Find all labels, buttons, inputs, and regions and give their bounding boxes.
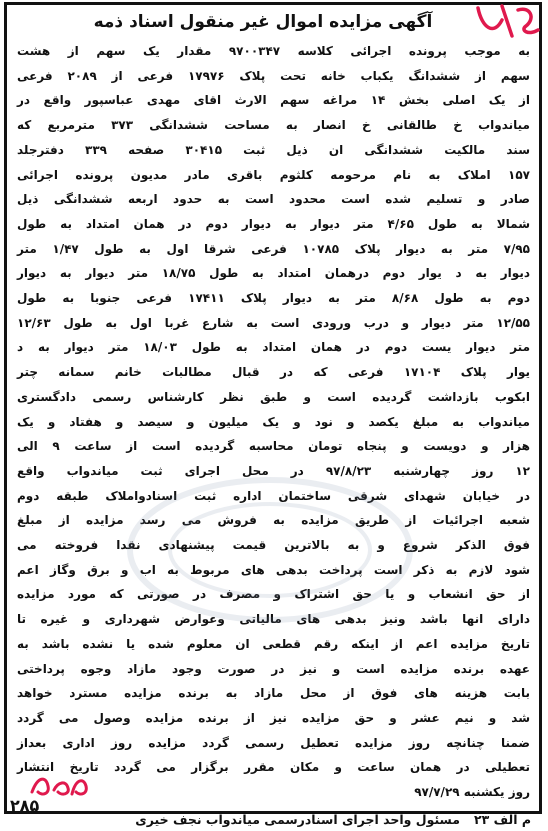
notice-footer xyxy=(7,809,539,831)
notice-frame xyxy=(4,2,542,827)
page-number: ۲۸۵ xyxy=(10,796,40,815)
notice-line: بابت هزینه های فوق از محل مازاد به برنده مزایده مسترد خواهد xyxy=(17,686,530,701)
notice-line: دوم به طول ۸/۶۸ متر به دیوار پلاک ۱۷۴۱۱ فرعی جنوبا به طول xyxy=(17,291,530,306)
notice-line: ۷/۹۵ متر به دیوار پلاک ۱۰۷۸۵ فرعی شرقا اول به طول ۱/۴۷ متر xyxy=(17,241,530,256)
notice-line: دارای انها باشد ونیز بدهی های مالیاتی وعوارض شهرداری و غیره تا xyxy=(17,612,530,627)
notice-line: تاریخ مزایده اعم از اینکه رقم قطعی ان معلوم شده یا نشده باشد به xyxy=(17,636,530,651)
notice-line-publish-date: روز یکشنبه ۹۷/۷/۲۹ xyxy=(414,785,530,800)
handwritten-number-bottom xyxy=(28,770,90,800)
notice-body xyxy=(7,39,539,805)
handwritten-number-top xyxy=(472,0,542,42)
notice-line: ۱۲/۵۵ متر دیوار و درب ورودی است به شارع غربا اول به طول ۱۲/۶۳ xyxy=(17,315,530,330)
notice-line: متر دیوار یست دوم در همان امتداد به طول ۱۸/۰۳ متر دیوار به د xyxy=(17,340,530,355)
notice-line: از یک اصلی بخش ۱۴ مراغه سهم الارث اقای مهدی عباسپور واقع در xyxy=(17,93,531,108)
notice-line: ۱۲ روز چهارشنبه ۹۷/۸/۲۳ در محل اجرای ثبت میاندواب واقع xyxy=(17,463,531,478)
notice-line: شمالا به طول ۴/۶۵ متر دیوار به دیوار دوم در همان امتداد به طول xyxy=(17,216,531,231)
notice-line: سهم از ششدانگ یکباب خانه تحت پلاک ۱۷۹۷۶ فرعی از ۲۰۸۹ فرعی xyxy=(17,68,530,83)
notice-line: یوار پلاک ۱۷۱۰۴ فرعی که در قبال مطالبات خانم سمانه چتر xyxy=(17,365,530,380)
notice-line: عهده برنده مزایده است و نیز در صورت وجود مازاد وجوه پرداختی xyxy=(17,661,530,676)
notice-line: سند مالکیت ششدانگی ان ذیل ثبت ۳۰۴۱۵ صفحه ۳۳۹ دفترجلد xyxy=(17,142,530,157)
notice-line: به موجب پرونده اجرائی کلاسه ۹۷۰۰۳۴۷ مقدار یک سهم از هشت xyxy=(17,44,530,58)
notice-line: ابکوب بازداشت گردیده است و طبق نظر کارشناس رسمی دادگستری xyxy=(17,389,530,404)
notice-line: ضمنا چنانچه روز مزایده تعطیل رسمی گردد مزایده روز اداری بعداز xyxy=(17,735,530,750)
notice-line: صادر و تسلیم شده است محدود است به حدود اربعه ششدانگی ذیل xyxy=(17,192,530,207)
notice-line: از حق انشعاب و یا حق اشتراک و مصرف در صورتی که مورد مزایده xyxy=(17,587,530,602)
notice-line: در خیابان شهدای شرقی ساختمان اداره ثبت اسنادواملاک طبقه دوم xyxy=(17,488,530,503)
notice-line: ۱۵۷ املاک به نام مرحومه کلثوم باقری مادر مدیون پرونده اجرائی xyxy=(17,167,530,182)
notice-officer: مسئول واحد اجرای اسنادرسمی میاندواب نجف خیری xyxy=(135,811,460,827)
notice-line: شود لازم به ذکر است پرداخت بدهی های مربوط به اب و برق وگاز اعم xyxy=(17,562,530,577)
notice-line: دیوار به د یوار دوم درهمان امتداد به طول ۱۸/۷۵ متر دیوار به دیوار xyxy=(17,266,530,281)
notice-title: آگهی مزایده اموال غیر منقول اسناد ذمه xyxy=(93,12,433,32)
notice-line: شعبه اجرائیات از طریق مزایده به فروش می رسد مزایده از مبلغ xyxy=(17,513,530,528)
notice-line: میاندواب خ طالقانی خ انصار به مساحت ششدانگی ۳۷۳ مترمربع که xyxy=(17,118,530,133)
notice-line: شد و نیم عشر و حق مزایده نیز از برنده مزایده وصول می گردد xyxy=(17,710,530,725)
notice-code: م الف ۲۳ xyxy=(474,811,531,827)
notice-line: فوق الذکر شروع و به بالاترین قیمت پیشنهادی نقدا فروخته می xyxy=(17,538,530,553)
notice-line: تعطیلی در همان ساعت و مکان مقرر برگزار می گردد تاریخ انتشار xyxy=(17,760,530,775)
notice-line: میاندواب به مبلغ یکصد و نود و یک میلیون و سیصد و هفتاد و یک xyxy=(17,414,530,429)
notice-line: هزار و دویست و پنجاه تومان محاسبه گردیده است از ساعت ۹ الی xyxy=(17,439,530,454)
